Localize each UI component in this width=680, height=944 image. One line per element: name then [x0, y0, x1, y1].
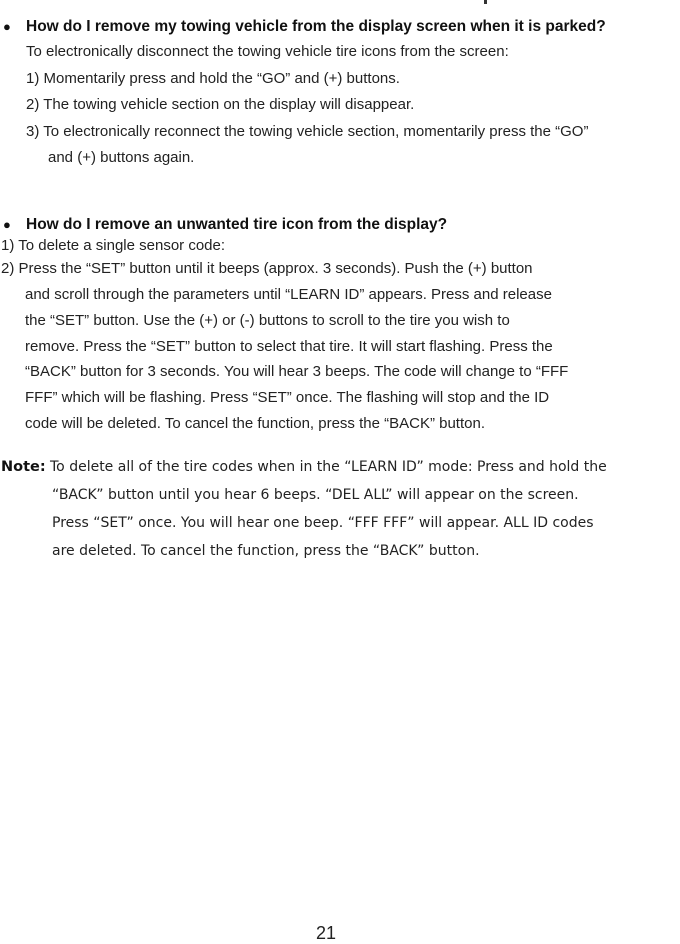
note-line: To delete all of the tire codes when in the “LEARN ID” mode: Press and hold the: [50, 459, 607, 475]
question-heading: How do I remove my towing vehicle from the display screen when it is parked?: [26, 18, 606, 35]
note-line: are deleted. To cancel the function, press the “BACK” button.: [52, 543, 480, 559]
page-number: 21: [316, 923, 337, 943]
note-line: “BACK” button until you hear 6 beeps. “DEL ALL” will appear on the screen.: [52, 487, 579, 503]
body-line: 2) Press the “SET” button until it beeps (approx. 3 seconds). Push the (+) button: [1, 260, 533, 277]
question-heading: How do I remove an unwanted tire icon from the display?: [26, 216, 448, 233]
bullet-icon: ●: [3, 19, 11, 34]
body-line: and scroll through the parameters until “LEARN ID” appears. Press and release: [25, 286, 552, 303]
intro-text: To electronically disconnect the towing vehicle tire icons from the screen:: [26, 43, 509, 60]
step-line: 1) Momentarily press and hold the “GO” and (+) buttons.: [26, 70, 400, 87]
step-line: and (+) buttons again.: [48, 149, 195, 166]
body-line: FFF” which will be flashing. Press “SET” once. The flashing will stop and the ID: [25, 389, 550, 406]
body-line: “BACK” button for 3 seconds. You will hear 3 beeps. The code will change to “FFF: [25, 363, 569, 380]
note-label: Note:: [1, 459, 46, 475]
note-line: Press “SET” once. You will hear one beep. “FFF FFF” will appear. ALL ID codes: [52, 515, 594, 531]
bullet-icon: ●: [3, 217, 11, 232]
body-line: code will be deleted. To cancel the function, press the “BACK” button.: [25, 415, 485, 432]
step-line: 3) To electronically reconnect the towing vehicle section, momentarily press the “GO”: [26, 123, 589, 140]
body-line: remove. Press the “SET” button to select that tire. It will start flashing. Press the: [25, 338, 553, 355]
top-edge-mark: [484, 0, 487, 4]
step-line: 2) The towing vehicle section on the display will disappear.: [26, 96, 415, 113]
body-line: the “SET” button. Use the (+) or (-) buttons to scroll to the tire you wish to: [25, 312, 510, 329]
body-line: 1) To delete a single sensor code:: [1, 237, 226, 254]
